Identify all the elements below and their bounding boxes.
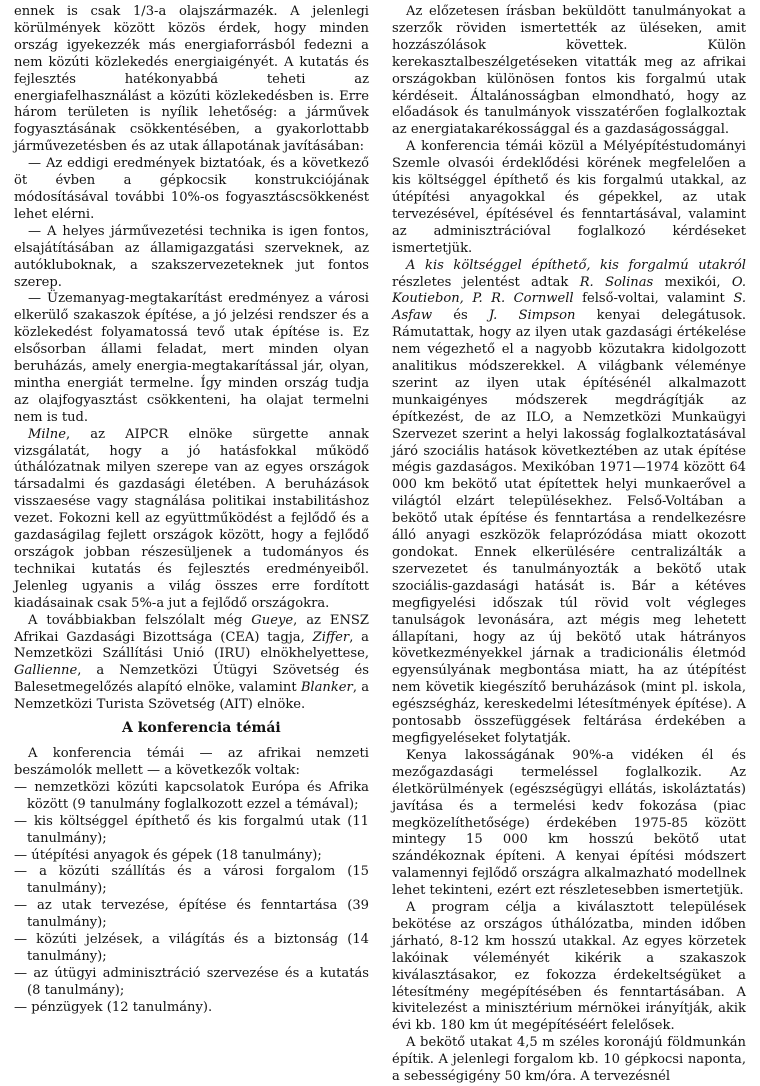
paragraph-text: felső-voltai, valamint [573,291,734,307]
left-column [14,4,369,1017]
paragraph: A bekötő utakat 4,5 m széles koronájú földmunkán építik. A jelenlegi forgalom kb. 10 gépkocsi naponta, a sebességigény 50 km/óra. A tervezésnél [392,1035,746,1085]
list-item: — pénzügyek (12 tanulmány). [14,999,213,1015]
paragraph: — Üzemanyag-megtakarítást eredményez a városi elkerülő szakaszok építése, a jó jelzési rendszer és a közlekedést folyamatossá tevő utak építése is. Ez elsősorban állami feladat, mert minden olyan beruházás, amely energia-megtakarítással jár, olyan, mintha energiát termelne. Így minden ország tudja az olajfogyasztást csökkenteni, ha olajat termelni nem is tud. [14,291,369,425]
paragraph: — A helyes járművezetési technika is igen fontos, elsajátításában az államigazgatási szerveknek, az autókluboknak, a szakszervezeteknek jut fontos szerep. [14,223,369,290]
paragraph [14,427,369,613]
paragraph: Az előzetesen írásban beküldött tanulmányokat a szerzők röviden ismertették az üléseken, amit hozzászólások követtek. Külön kerekasztalbeszélgetéseken vitatták meg az afrikai országokban különösen fontos kis forgalmú utak kérdéseit. Általánosságban elmondható, hogy az előadások és tanulmányok visszatérően foglalkoztak az energiatakarékossággal és a gazdaságossággal. [392,4,746,138]
person-name: Gallienne [14,663,78,679]
list-item: — közúti jelzések, a világítás és a biztonság (14 tanulmány); [14,932,369,964]
paragraph: A konferencia témái — az afrikai nemzeti beszámolók mellett — a következők voltak: [14,746,369,778]
list-item: — a közúti szállítás és a városi forgalom (15 tanulmány); [14,864,369,897]
paragraph-text: , a Nemzetközi Turista Szövetség (AIT) elnöke. [14,680,369,713]
paragraph-text: , az ENSZ Afrikai Gazdasági Bizottsága (CEA) tagja, [14,612,369,645]
paragraph-text: mexikói, [653,274,732,290]
person-name: Ziffer [312,629,350,645]
person-name: O. Koutiebon, P. R. Cornwell [392,274,747,307]
paragraph: A konferencia témái közül a Mélyépítéstudományi Szemle olvasói érdeklődési körének megfelelően a kis költséggel építhető és kis forgalmú utakkal, az útépítési anyagokkal és gépekkel, az utak tervezésével, építésével és fenntartásával, valamint az adminisztrációval foglalkozó kérdéseket ismertetjük. [392,139,746,256]
person-name: S. Asfaw [392,291,746,324]
list-item: — nemzetközi közúti kapcsolatok Európa és Afrika között (9 tanulmány foglalkozott ezzel a témával); [14,779,369,812]
person-name: Gueye [251,612,294,628]
person-name: J. Simpson [488,308,576,324]
paragraph-text: , a Nemzetközi Útügyi Szövetség és Balesetmegelőzés alapító elnöke, valamint [14,663,369,696]
paragraph-text: részletes jelentést adtak [392,274,580,290]
right-column [392,4,746,1086]
paragraph: A program célja a kiválasztott települések bekötése az országos úthálózatba, minden időben járható, 8-12 km hosszú utakkal. Az egyes körzetek lakóinak véleményét kikérik a szakaszok kiválasztásakor, ez fokozza érdekeltségüket a létesítmény megépítésében és fenntartásában. A kivitelezést a minisztérium mérnökei irányítják, akik évi kb. 180 km út megépítéséért felelősek. [392,900,746,1034]
section-lead-title: A kis költséggel építhető, kis forgalmú utakról [406,257,746,273]
list-item: — kis költséggel építhető és kis forgalmú utak (11 tanulmány); [14,813,369,846]
list-item: — az útügyi adminisztráció szervezése és a kutatás (8 tanulmány); [14,965,369,998]
paragraph-text: , a Nemzetközi Szállítási Unió (IRU) elnökhelyettese, [14,629,369,662]
paragraph-text: A továbbiakban felszólalt még [28,612,252,628]
paragraph: Kenya lakosságának 90%-a vidéken él és mezőgazdasági termeléssel foglalkozik. Az életkörülmények (egészségügyi ellátás, iskoláztatás) javítása és a termelési kedv fokozása (piac megközelíthetősége) érdekében 1975-85 között mintegy 15 000 km hosszú bekötő utat szándékoznak építeni. A kenyai építési módszert valamennyi fejlődő országra alkalmazható modellnek lehet tekinteni, ezért ezt részletesebben ismertetjük. [392,747,746,899]
paragraph-text: kenyai delegátusok. Rámutattak, hogy az ilyen utak gazdasági értékelése nem végezhető el a nagyobb közutakra kidolgozott analitikus módszerekkel. A világbank véleménye szerint az ilyen utak építésénél alkalmazott munkaigényes módszerek megdrágítják az építkezést, de az ILO, a Nemzetközi Munkaügyi Szervezet szerint a helyi lakosság foglalkoztatásával járó szociális hatások következtében az utak építése mégis gazdaságos. Mexikóban 1971—1974 között 64 000 km bekötő utat építettek helyi munkaerővel a világtól elzárt településekhez. Felső-Voltában a bekötő utak építése és fenntartása a rendelkezésre álló anyagi eszközök felaprózódása miatt okozott gondokat. Ennek elkerülésére centralizálták a szervezetet és tanulmányozták a bekötő utak szociális-gazdasági hatását is. Bár a kétéves megfigyelési időszak túl rövid volt végleges tanulságok levonására, azt mégis meg lehetett állapítani, hogy az új bekötő utak hátrányos következményekkel járnak a tradicionális életmód egyensúlyának megbontása miatt, ha az útépítést nem követik kiegészítő beruházások (mint pl. iskola, egészségház, kereskedelmi létesítmények építése). A pontosabb összefüggések feltárása érdekében a megfigyeléseket folytatják. [392,308,746,746]
list-item: — útépítési anyagok és gépek (18 tanulmány); [14,847,322,863]
paragraph [14,613,369,714]
person-name: R. Solinas [579,274,654,290]
section-heading: A konferencia témái [122,720,281,737]
person-name: Milne [28,426,66,442]
paragraph: ennek is csak 1/3-a olajszármazék. A jelenlegi körülmények között közös érdek, hogy minden ország igyekezzék más energiaforrásból fedezni a nem közúti közlekedés energiaigényét. A kutatás és fejlesztés hatékonyabbá teheti az energiafelhasználást a közúti közlekedésben is. Erre három területen is nyílik lehetőség: a járművek fogyasztásának csökkentésében, a gyakorlottabb járművezetésben és az utak állapotának javításában: [14,4,369,155]
paragraph: — Az eddigi eredmények biztatóak, és a következő öt évben a gépkocsik konstrukciójának módosításával további 10%-os fogyasztáscsökkenést lehet elérni. [14,156,369,222]
list-item: — az utak tervezése, építése és fenntartása (39 tanulmány); [14,898,369,931]
person-name: Blanker [300,680,353,696]
paragraph [392,258,746,748]
paragraph-text: , az AIPCR elnöke sürgette annak vizsgálatát, hogy a jó hatásfokkal működő úthálózatnak milyen szerepe van az egyes országok társadalmi és gazdasági életében. A beruházások visszaesése vagy stagnálása politikai instabilitáshoz vezet. Fokozni kell az együttműködést a fejlődő és a gazdaságilag fejlett országok között, hogy a fejlődő országok jobban részesüljenek a tudományos és technikai kutatás és fejlesztés eredményeiből. Jelenleg ugyanis a világ összes erre fordított kiadásainak csak 5%-a jut a fejlődő országokra. [14,426,369,611]
paragraph-text: és [432,308,489,324]
